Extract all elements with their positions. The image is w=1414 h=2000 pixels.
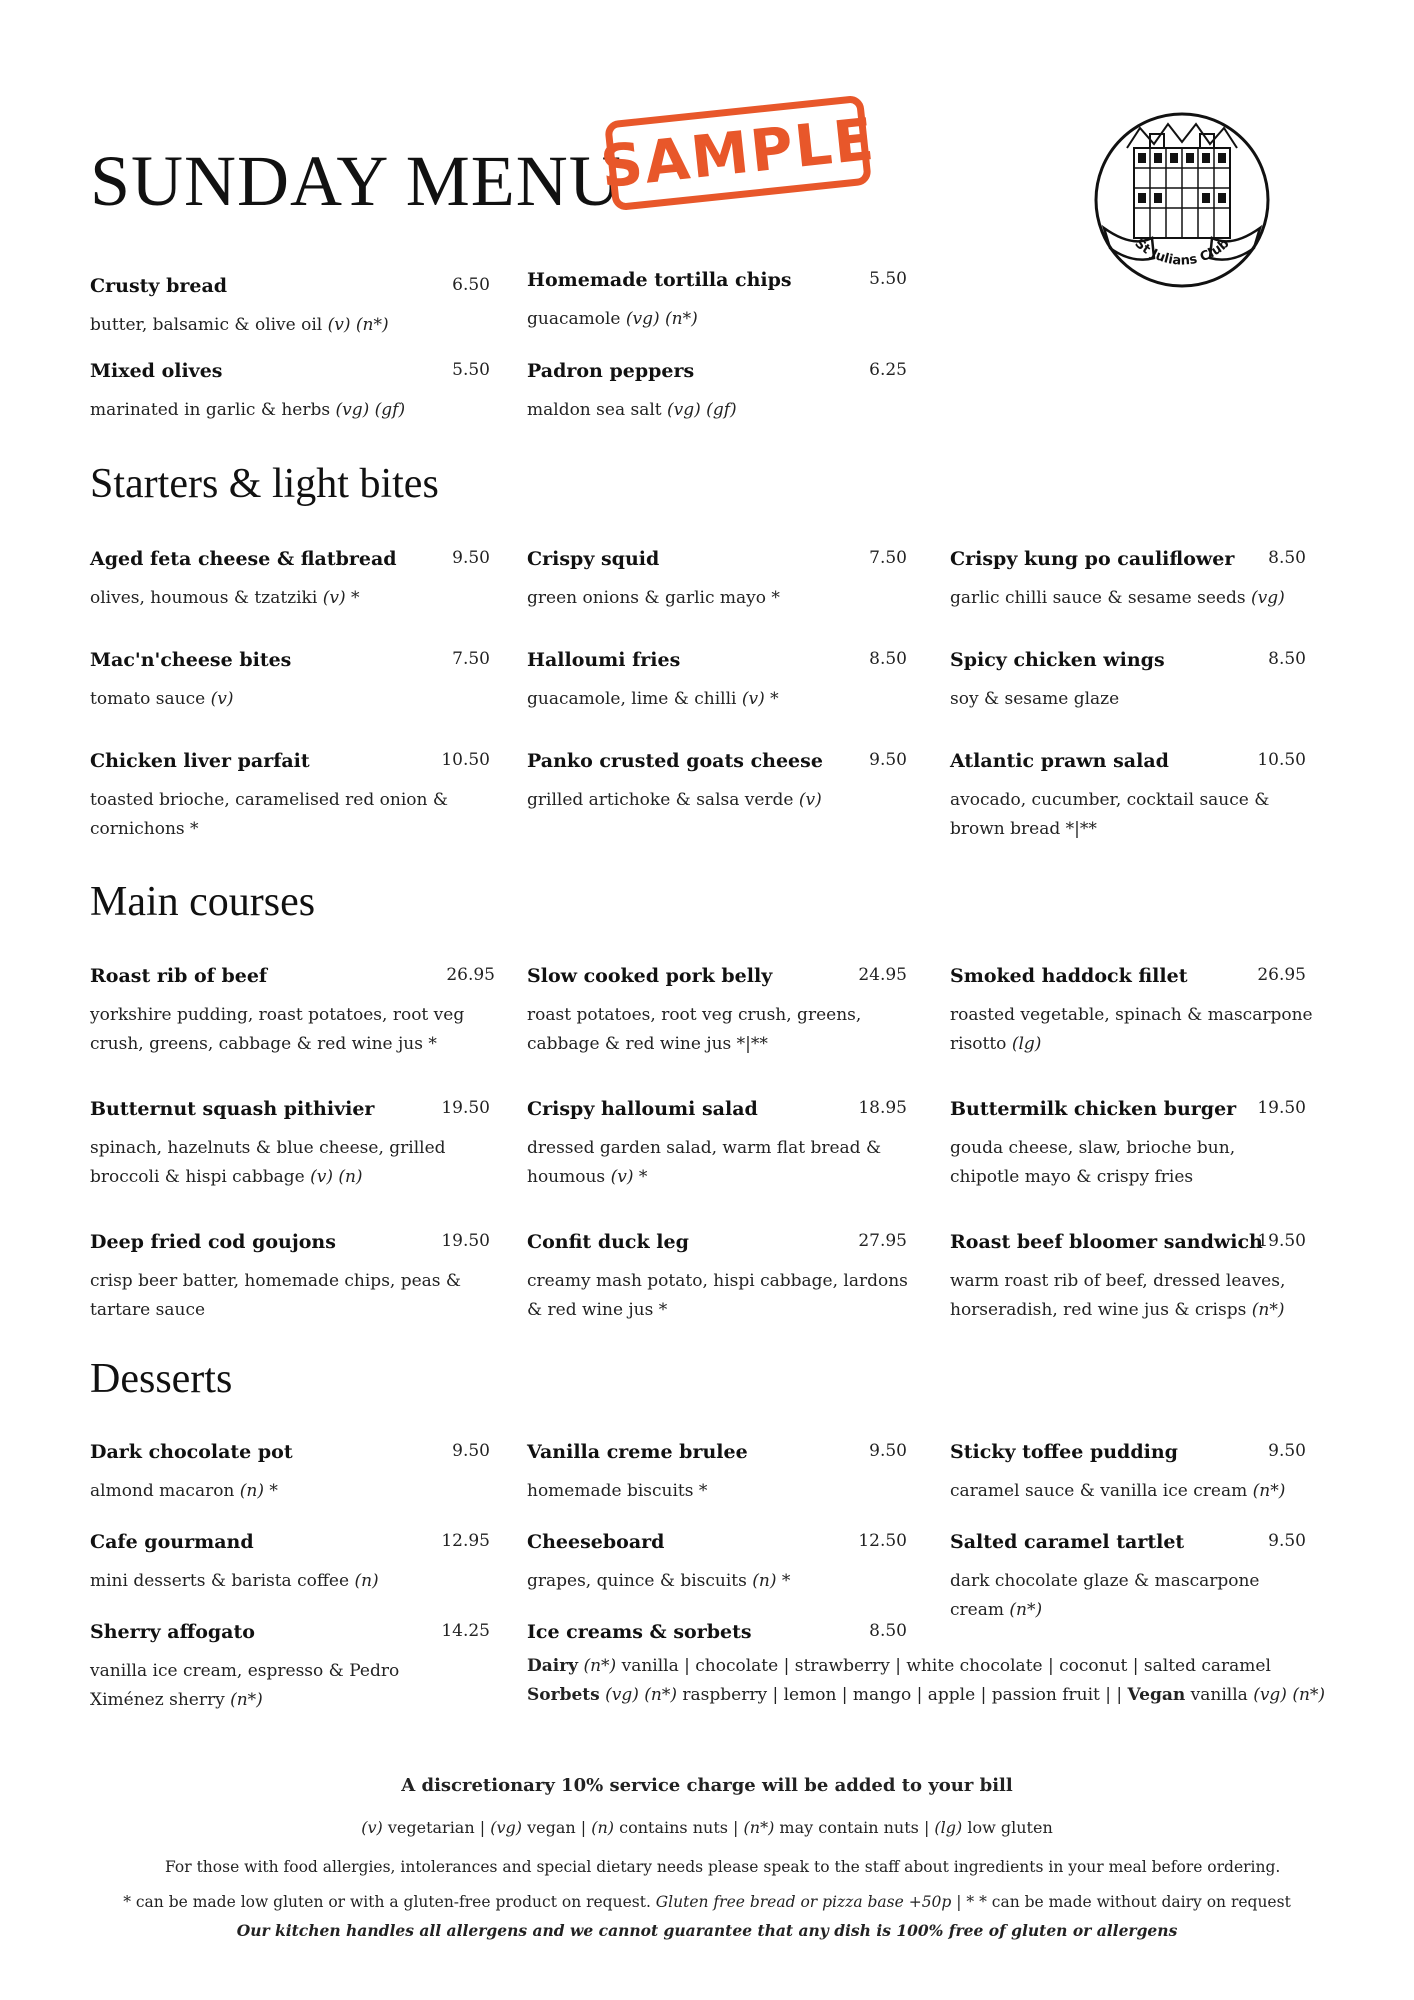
menu-item	[950, 965, 1313, 1059]
sample-stamp: SAMPLE	[604, 95, 872, 212]
item-price: 18.95	[858, 1098, 907, 1118]
item-price: 19.50	[441, 1098, 490, 1118]
menu-item	[90, 649, 490, 714]
item-price: 7.50	[869, 548, 907, 568]
item-price: 6.25	[869, 360, 907, 380]
menu-item	[90, 1231, 490, 1325]
dietary-key: (v) vegetarian | (vg) vegan | (n) contains nuts | (n*) may contain nuts | (lg) low gluten	[361, 1818, 1053, 1837]
item-price: 8.50	[1268, 649, 1306, 669]
item-name: Slow cooked pork belly	[527, 965, 773, 987]
item-desc: toasted brioche, caramelised red onion & cornichons *	[90, 790, 448, 839]
svg-text:St Julians Club: St Julians Club	[1131, 236, 1233, 269]
item-desc: green onions & garlic mayo *	[527, 588, 780, 608]
item-desc: butter, balsamic & olive oil (v) (n*)	[90, 315, 389, 335]
menu-item	[90, 275, 490, 340]
item-desc: guacamole, lime & chilli (v) *	[527, 689, 779, 709]
item-name: Atlantic prawn salad	[950, 750, 1169, 772]
item-desc: dark chocolate glaze & mascarpone cream (n*)	[950, 1571, 1260, 1620]
item-desc: guacamole (vg) (n*)	[527, 309, 698, 329]
item-price: 9.50	[1268, 1441, 1306, 1461]
item-price: 27.95	[858, 1231, 907, 1251]
item-desc: homemade biscuits *	[527, 1481, 708, 1501]
club-logo-icon	[1092, 108, 1272, 308]
item-price: 10.50	[1257, 750, 1306, 770]
item-name: Crispy kung po cauliflower	[950, 548, 1235, 570]
menu-item	[527, 360, 907, 425]
page-title: SUNDAY MENU	[90, 141, 622, 221]
item-price: 12.95	[441, 1531, 490, 1551]
item-price: 9.50	[1268, 1531, 1306, 1551]
section-title-mains: Main courses	[90, 879, 316, 925]
item-name: Roast rib of beef	[90, 965, 268, 987]
item-desc: yorkshire pudding, roast potatoes, root veg crush, greens, cabbage & red wine jus *	[90, 1005, 465, 1054]
menu-item	[950, 1098, 1306, 1192]
service-charge-note: A discretionary 10% service charge will be added to your bill	[401, 1775, 1013, 1796]
item-desc: marinated in garlic & herbs (vg) (gf)	[90, 400, 406, 420]
menu-item	[90, 548, 490, 613]
item-price: 9.50	[452, 1441, 490, 1461]
item-name: Cheeseboard	[527, 1531, 665, 1553]
item-price: 9.50	[869, 750, 907, 770]
item-desc: crisp beer batter, homemade chips, peas & tartare sauce	[90, 1271, 462, 1320]
item-desc: avocado, cucumber, cocktail sauce & brown bread *|**	[950, 790, 1270, 839]
menu-item	[527, 269, 907, 334]
item-price: 12.50	[858, 1531, 907, 1551]
item-desc: gouda cheese, slaw, brioche bun, chipotle mayo & crispy fries	[950, 1138, 1236, 1187]
item-desc: grilled artichoke & salsa verde (v)	[527, 790, 822, 810]
menu-item	[527, 965, 907, 1059]
menu-item	[950, 548, 1306, 613]
item-name: Aged feta cheese & flatbread	[90, 548, 397, 570]
item-desc: garlic chilli sauce & sesame seeds (vg)	[950, 588, 1285, 608]
item-name: Vanilla creme brulee	[527, 1441, 748, 1463]
item-price: 24.95	[858, 965, 907, 985]
item-desc: creamy mash potato, hispi cabbage, lardons & red wine jus *	[527, 1271, 908, 1320]
item-name: Crispy halloumi salad	[527, 1098, 758, 1120]
menu-item	[527, 1231, 907, 1325]
menu-item	[527, 1621, 907, 1643]
item-desc: roasted vegetable, spinach & mascarpone risotto (lg)	[950, 1005, 1313, 1054]
item-price: 8.50	[869, 1621, 907, 1641]
menu-item	[527, 1531, 907, 1596]
item-desc: tomato sauce (v)	[90, 689, 234, 709]
item-price: 6.50	[452, 275, 490, 295]
item-price: 26.95	[446, 965, 495, 985]
menu-item	[90, 965, 495, 1059]
menu-item	[90, 360, 490, 425]
item-name: Crusty bread	[90, 275, 228, 297]
item-name: Sticky toffee pudding	[950, 1441, 1178, 1463]
section-title-desserts: Desserts	[90, 1356, 233, 1402]
gluten-note: * can be made low gluten or with a gluten-free product on request. Gluten free bread or pizza base +50p | * * can be made without dairy on request	[123, 1893, 1291, 1911]
menu-item	[90, 1441, 490, 1506]
item-price: 8.50	[869, 649, 907, 669]
allergy-note: For those with food allergies, intolerances and special dietary needs please speak to the staff about ingredients in your meal before ordering.	[165, 1858, 1281, 1876]
item-name: Roast beef bloomer sandwich	[950, 1231, 1263, 1253]
item-name: Salted caramel tartlet	[950, 1531, 1185, 1553]
item-desc: caramel sauce & vanilla ice cream (n*)	[950, 1481, 1286, 1501]
item-name: Smoked haddock fillet	[950, 965, 1188, 987]
item-desc: roast potatoes, root veg crush, greens, cabbage & red wine jus *|**	[527, 1005, 862, 1054]
item-name: Dark chocolate pot	[90, 1441, 293, 1463]
menu-item	[950, 750, 1306, 844]
item-price: 5.50	[869, 269, 907, 289]
item-desc: soy & sesame glaze	[950, 689, 1120, 709]
menu-item	[90, 750, 490, 844]
item-desc: olives, houmous & tzatziki (v) *	[90, 588, 360, 608]
item-price: 19.50	[1257, 1098, 1306, 1118]
icecream-sorbets-line: Sorbets (vg) (n*) raspberry | lemon | mango | apple | passion fruit | | Vegan vanilla (vg) (n*)	[527, 1685, 1326, 1705]
menu-item	[527, 548, 907, 613]
menu-item	[950, 649, 1306, 714]
item-price: 14.25	[441, 1621, 490, 1641]
item-name: Mac'n'cheese bites	[90, 649, 292, 671]
item-name: Panko crusted goats cheese	[527, 750, 823, 772]
item-price: 9.50	[869, 1441, 907, 1461]
item-price: 5.50	[452, 360, 490, 380]
item-desc: mini desserts & barista coffee (n)	[90, 1571, 379, 1591]
item-name: Crispy squid	[527, 548, 660, 570]
kitchen-allergen-note: Our kitchen handles all allergens and we cannot guarantee that any dish is 100% free of gluten or allergens	[236, 1921, 1178, 1940]
item-desc: vanilla ice cream, espresso & Pedro Ximénez sherry (n*)	[90, 1661, 400, 1710]
item-desc: maldon sea salt (vg) (gf)	[527, 400, 737, 420]
menu-item	[950, 1231, 1306, 1325]
menu-item	[950, 1531, 1306, 1625]
icecream-dairy-line: Dairy (n*) vanilla | chocolate | strawberry | white chocolate | coconut | salted caramel	[527, 1656, 1271, 1676]
item-desc: spinach, hazelnuts & blue cheese, grilled broccoli & hispi cabbage (v) (n)	[90, 1138, 446, 1187]
item-desc: dressed garden salad, warm flat bread & houmous (v) *	[527, 1138, 882, 1187]
item-price: 19.50	[1257, 1231, 1306, 1251]
item-desc: warm roast rib of beef, dressed leaves, horseradish, red wine jus & crisps (n*)	[950, 1271, 1286, 1320]
section-title-starters: Starters & light bites	[90, 461, 439, 507]
item-name: Mixed olives	[90, 360, 223, 382]
item-name: Sherry affogato	[90, 1621, 255, 1643]
menu-item	[527, 649, 907, 714]
item-name: Spicy chicken wings	[950, 649, 1165, 671]
item-name: Halloumi fries	[527, 649, 681, 671]
item-desc: grapes, quince & biscuits (n) *	[527, 1571, 791, 1591]
item-price: 9.50	[452, 548, 490, 568]
item-name: Cafe gourmand	[90, 1531, 254, 1553]
menu-item	[90, 1098, 490, 1192]
item-name: Chicken liver parfait	[90, 750, 310, 772]
item-name: Butternut squash pithivier	[90, 1098, 375, 1120]
item-name: Confit duck leg	[527, 1231, 689, 1253]
item-price: 26.95	[1257, 965, 1306, 985]
item-price: 10.50	[441, 750, 490, 770]
item-desc: almond macaron (n) *	[90, 1481, 278, 1501]
menu-item	[527, 750, 907, 815]
item-price: 8.50	[1268, 548, 1306, 568]
item-name: Buttermilk chicken burger	[950, 1098, 1237, 1120]
menu-item	[527, 1098, 907, 1192]
item-name: Padron peppers	[527, 360, 695, 382]
item-name: Deep fried cod goujons	[90, 1231, 336, 1253]
menu-item	[950, 1441, 1306, 1506]
item-name: Homemade tortilla chips	[527, 269, 792, 291]
item-name: Ice creams & sorbets	[527, 1621, 752, 1643]
item-price: 19.50	[441, 1231, 490, 1251]
menu-item	[90, 1531, 490, 1596]
menu-item	[527, 1441, 907, 1506]
menu-item	[90, 1621, 490, 1715]
item-price: 7.50	[452, 649, 490, 669]
